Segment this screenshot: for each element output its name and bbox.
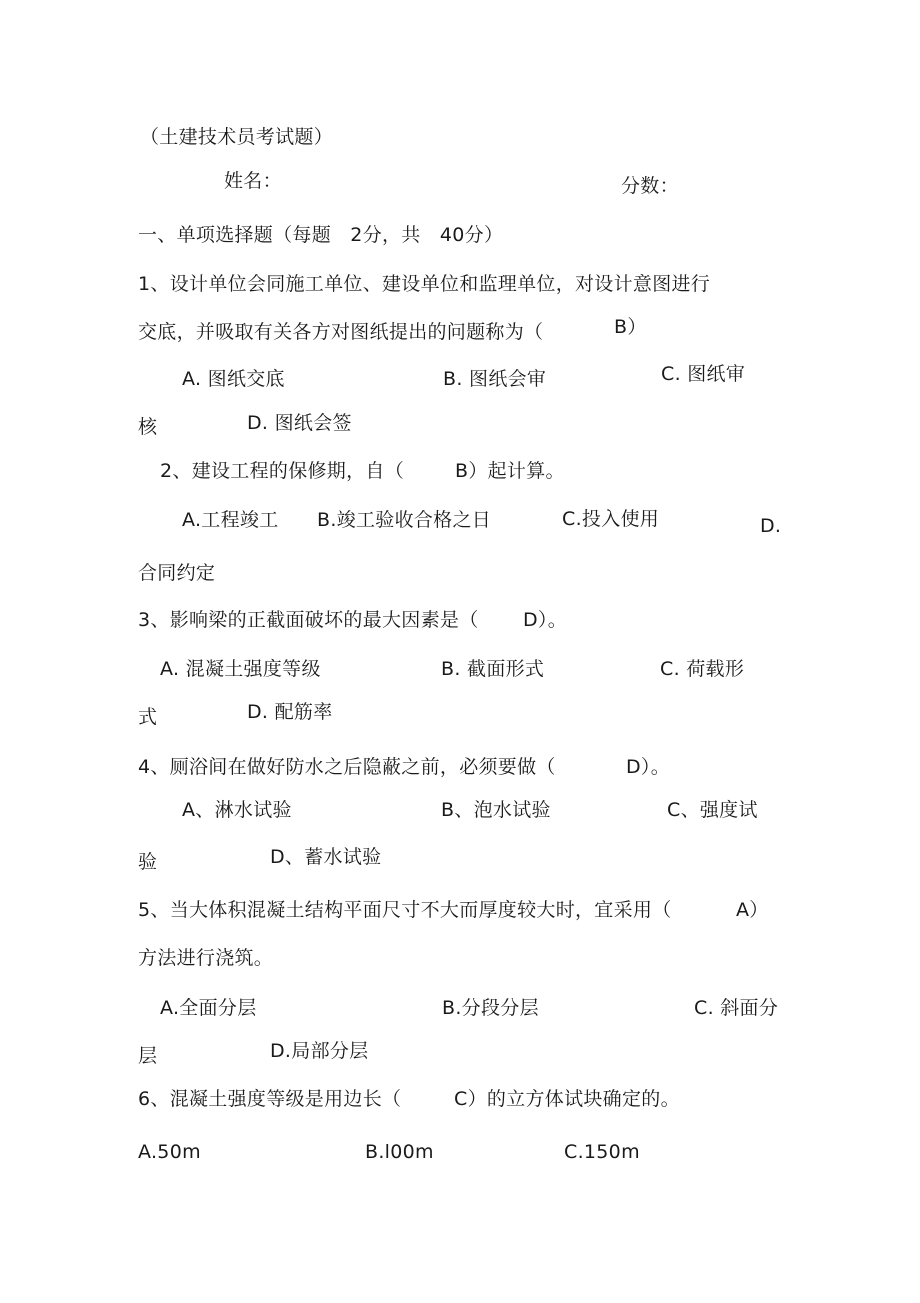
q3-stem: 3、影响梁的正截面破坏的最大因素是（ bbox=[138, 609, 479, 631]
q1-option-a: A. 图纸交底 bbox=[182, 368, 285, 390]
q2-option-d: D. bbox=[760, 515, 782, 537]
q4-option-b: B、泡水试验 bbox=[441, 799, 551, 821]
q1-option-b: B. 图纸会审 bbox=[443, 368, 547, 390]
q3-option-d: D. 配筋率 bbox=[247, 701, 333, 723]
q3-option-c: C. 荷载形 bbox=[660, 658, 745, 680]
q4-stem: 4、厕浴间在做好防水之后隐蔽之前，必须要做（ bbox=[138, 756, 556, 778]
q2-stem: 2、建设工程的保修期，自（ bbox=[160, 460, 404, 482]
section-heading: 一、单项选择题（每题 2分，共 40分） bbox=[138, 224, 504, 246]
q1-option-c-cont: 核 bbox=[138, 416, 158, 438]
q5-option-d: D.局部分层 bbox=[270, 1040, 369, 1062]
q4-option-d: D、蓄水试验 bbox=[270, 846, 382, 868]
q5-stem-line2: 方法进行浇筑。 bbox=[138, 947, 274, 969]
q5-option-c: C. 斜面分 bbox=[694, 997, 779, 1019]
q6-stem: 6、混凝土强度等级是用边长（ bbox=[138, 1088, 402, 1110]
q2-option-b: B.竣工验收合格之日 bbox=[317, 509, 492, 531]
q4-option-c-cont: 验 bbox=[138, 851, 158, 873]
exam-title: （土建技术员考试题） bbox=[140, 126, 334, 148]
q2-option-a: A.工程竣工 bbox=[182, 509, 279, 531]
q1-stem-line2: 交底，并吸取有关各方对图纸提出的问题称为（ bbox=[138, 321, 544, 343]
q5-answer: A） bbox=[736, 899, 769, 921]
q1-option-d: D. 图纸会签 bbox=[247, 412, 352, 434]
q1-answer: B） bbox=[614, 316, 647, 338]
q5-stem-line1: 5、当大体积混凝土结构平面尺寸不大而厚度较大时，宜采用（ bbox=[138, 899, 672, 921]
name-label: 姓名： bbox=[224, 170, 282, 192]
q2-option-c: C.投入使用 bbox=[562, 508, 660, 530]
q4-answer: D）。 bbox=[626, 756, 671, 778]
q4-option-c: C、强度试 bbox=[667, 799, 758, 821]
q5-option-a: A.全面分层 bbox=[160, 997, 257, 1019]
q6-option-c: C.150m bbox=[564, 1141, 640, 1163]
q3-option-c-cont: 式 bbox=[138, 706, 158, 728]
q3-option-b: B. 截面形式 bbox=[441, 658, 545, 680]
q1-option-c: C. 图纸审 bbox=[661, 363, 746, 385]
q6-option-a: A.50m bbox=[138, 1141, 201, 1163]
q5-option-b: B.分段分层 bbox=[442, 997, 539, 1019]
q1-stem-line1: 1、设计单位会同施工单位、建设单位和监理单位，对设计意图进行 bbox=[138, 273, 711, 295]
q6-answer: C）的立方体试块确定的。 bbox=[454, 1088, 680, 1110]
q3-answer: D）。 bbox=[523, 609, 568, 631]
score-label: 分数： bbox=[621, 175, 679, 197]
q5-option-c-cont: 层 bbox=[138, 1045, 158, 1067]
q4-option-a: A、淋水试验 bbox=[182, 799, 292, 821]
q2-option-d-cont: 合同约定 bbox=[138, 562, 216, 584]
q6-option-b: B.l00m bbox=[365, 1141, 434, 1163]
q3-option-a: A. 混凝土强度等级 bbox=[160, 658, 321, 680]
q2-answer: B）起计算。 bbox=[455, 460, 565, 482]
